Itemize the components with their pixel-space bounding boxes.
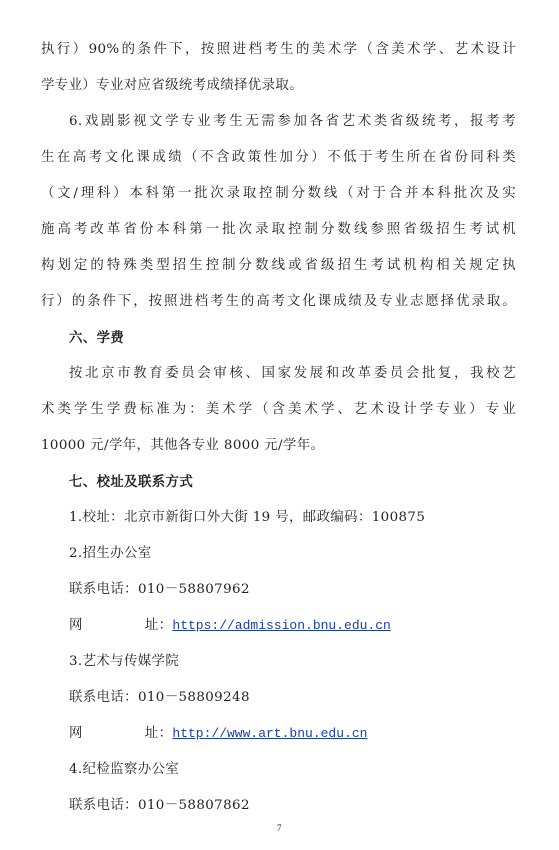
paragraph-line: 行）的条件下，按照进档考生的高考文化课成绩及专业志愿择优录取。 [41, 294, 516, 309]
office-title: 3.艺术与传媒学院 [69, 654, 180, 669]
paragraph-line: 学专业）专业对应省级统考成绩择优录取。 [41, 78, 304, 93]
address-line: 1.校址：北京市新街口外大街 19 号，邮政编码：100875 [69, 510, 426, 525]
office-title: 4.纪检监察办公室 [69, 762, 180, 777]
website-line [69, 724, 367, 744]
page-number: 7 [277, 823, 282, 833]
section-heading-tuition: 六、学费 [69, 330, 125, 346]
paragraph-line: 构划定的特殊类型招生控制分数线或省级招生考试机构相关规定执 [41, 258, 516, 273]
office-title: 2.招生办公室 [69, 546, 152, 561]
phone-line: 联系电话：010－58807962 [69, 582, 250, 597]
website-label-a: 网 [69, 726, 83, 741]
admission-website-link[interactable]: https://admission.bnu.edu.cn [172, 618, 391, 633]
phone-line: 联系电话：010－58807862 [69, 798, 250, 813]
paragraph-line: 施高考改革省份本科第一批次录取控制分数线参照省级招生考试机 [41, 222, 516, 237]
paragraph-line: 生在高考文化课成绩（不含政策性加分）不低于考生所在省份同科类 [41, 150, 516, 165]
website-label-b: 址： [144, 618, 173, 633]
paragraph-line: 术类学生学费标准为：美术学（含美术学、艺术设计学专业）专业 [41, 402, 516, 417]
website-line [69, 616, 391, 636]
website-label-b: 址： [144, 726, 173, 741]
section-heading-contact: 七、校址及联系方式 [69, 474, 194, 490]
paragraph-line: 10000 元/学年，其他各专业 8000 元/学年。 [41, 438, 325, 453]
paragraph-line: 按北京市教育委员会审核、国家发展和改革委员会批复，我校艺 [69, 366, 516, 381]
phone-line: 联系电话：010－58809248 [69, 690, 250, 705]
paragraph-line: （文/理科）本科第一批次录取控制分数线（对于合并本科批次及实 [41, 186, 516, 201]
art-school-website-link[interactable]: http://www.art.bnu.edu.cn [172, 726, 368, 741]
paragraph-line: 执行）90%的条件下，按照进档考生的美术学（含美术学、艺术设计 [41, 42, 516, 57]
paragraph-line: 6.戏剧影视文学专业考生无需参加各省艺术类省级统考，报考考 [69, 114, 516, 129]
website-label-a: 网 [69, 618, 83, 633]
